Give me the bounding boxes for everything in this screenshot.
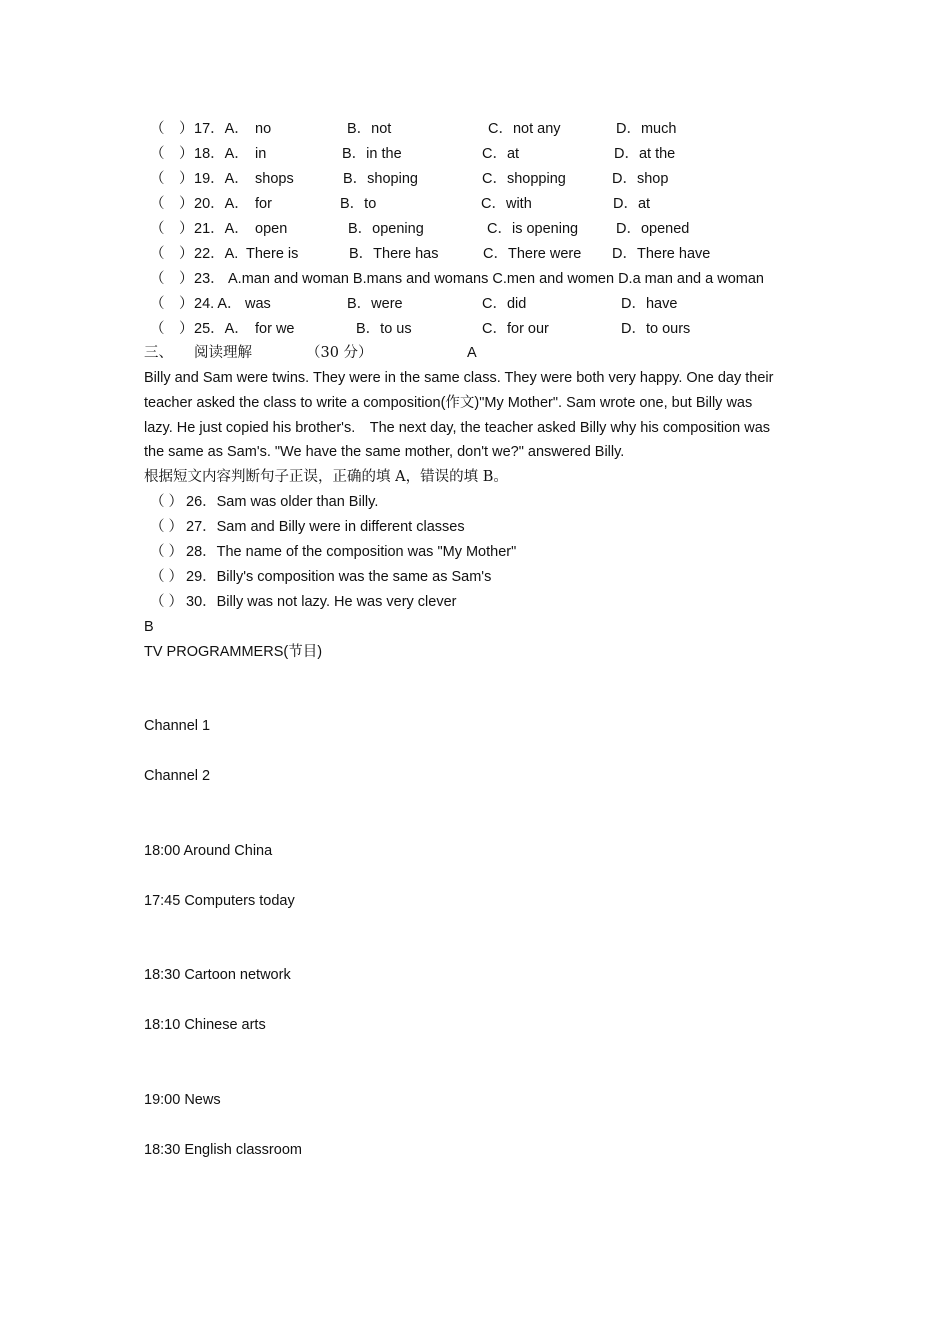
channel-2-label: Channel 2	[144, 768, 211, 784]
passage-line: Billy and Sam were twins. They were in the same class. They were both very happy. One day their	[144, 370, 774, 386]
question-number: 22．A.	[194, 246, 239, 262]
schedule-item: 18:30 Cartoon network	[144, 967, 291, 983]
option-b: B．shoping	[343, 171, 418, 187]
question-18	[144, 144, 824, 164]
question-number: 21．A．	[194, 221, 249, 237]
question-28	[144, 542, 824, 562]
question-17	[144, 119, 824, 139]
answer-blank[interactable]: （ ）	[150, 246, 194, 262]
option-c: C．for our	[482, 321, 549, 337]
question-number: 20．A．	[194, 196, 249, 212]
option-d: D．opened	[616, 221, 690, 237]
schedule-item: 18:10 Chinese arts	[144, 1017, 266, 1033]
schedule-item: 17:45 Computers today	[144, 893, 295, 909]
tv-programmers-title: TV PROGRAMMERS(节目)	[144, 644, 323, 660]
answer-blank[interactable]: （ ）	[150, 196, 194, 212]
option-d: D．much	[616, 121, 677, 137]
option-c: C．not any	[488, 121, 561, 137]
answer-blank[interactable]: （ ）	[150, 519, 184, 535]
question-19	[144, 169, 824, 189]
option-d: D．There have	[612, 246, 711, 262]
answer-blank[interactable]: （ ）	[150, 296, 194, 312]
question-24	[144, 294, 824, 314]
question-22	[144, 244, 824, 264]
option-b: B．to	[340, 196, 377, 212]
section-heading	[144, 343, 824, 363]
question-number: 25．A．	[194, 321, 249, 337]
answer-blank[interactable]: （ ）	[150, 171, 194, 187]
question-text: 27．Sam and Billy were in different classes	[186, 519, 465, 535]
schedule-item: 18:00 Around China	[144, 843, 273, 859]
answer-blank[interactable]: （ ）	[150, 544, 184, 560]
schedule-item: 19:00 News	[144, 1092, 221, 1108]
option-c: C．did	[482, 296, 527, 312]
section-number: 三、	[144, 345, 173, 361]
option-a: open	[255, 221, 288, 237]
option-d: D．shop	[612, 171, 669, 187]
option-b: B．to us	[356, 321, 412, 337]
option-a: for we	[255, 321, 295, 337]
part-label-a: A	[467, 345, 477, 361]
instruction-text: 根据短文内容判断句子正误，正确的填 A，错误的填 B。	[144, 469, 508, 485]
channel-1-label: Channel 1	[144, 718, 211, 734]
question-23	[144, 269, 824, 289]
option-a: for	[255, 196, 272, 212]
answer-blank[interactable]: （ ）	[150, 121, 194, 137]
answer-blank[interactable]: （ ）	[150, 494, 184, 510]
option-d: D．to ours	[621, 321, 691, 337]
question-number: 23．	[194, 271, 225, 287]
option-b: B．not	[347, 121, 392, 137]
schedule-item: 18:30 English classroom	[144, 1142, 302, 1158]
option-d: D．at the	[614, 146, 676, 162]
option-a: was	[245, 296, 271, 312]
question-20	[144, 194, 824, 214]
option-a: There is	[246, 246, 299, 262]
question-text: 29．Billy's composition was the same as Sam's	[186, 569, 492, 585]
option-c: C．with	[481, 196, 532, 212]
option-a: shops	[255, 171, 294, 187]
answer-blank[interactable]: （ ）	[150, 321, 194, 337]
answer-blank[interactable]: （ ）	[150, 569, 184, 585]
question-number: 18．A．	[194, 146, 249, 162]
option-c: C．is opening	[487, 221, 579, 237]
answer-blank[interactable]: （ ）	[150, 271, 194, 287]
question-29	[144, 567, 824, 587]
option-d: D．have	[621, 296, 678, 312]
question-21	[144, 219, 824, 239]
question-26	[144, 492, 824, 512]
passage-line: lazy. He just copied his brother's. The next day, the teacher asked Billy why his composition was	[144, 419, 771, 436]
option-c: C．at	[482, 146, 520, 162]
question-number: 17．A．	[194, 121, 249, 137]
question-25	[144, 319, 824, 339]
question-27	[144, 517, 824, 537]
answer-blank[interactable]: （ ）	[150, 594, 184, 610]
option-b: B．There has	[349, 246, 439, 262]
question-number: 19．A．	[194, 171, 249, 187]
options-all: A.man and woman B.mans and womans C.men and women D.a man and a woman	[228, 271, 764, 287]
question-text: 28．The name of the composition was "My Mother"	[186, 544, 517, 560]
option-c: C．shopping	[482, 171, 566, 187]
section-title: 阅读理解	[194, 345, 252, 361]
option-a: in	[255, 146, 267, 162]
question-text: 30．Billy was not lazy. He was very clever	[186, 594, 457, 610]
passage-a	[144, 366, 810, 465]
question-number: 24. A．	[194, 296, 242, 312]
option-d: D．at	[613, 196, 651, 212]
option-b: B．were	[347, 296, 403, 312]
question-30	[144, 592, 824, 612]
passage-line: the same as Sam's. "We have the same mother, don't we?" answered Billy.	[144, 444, 625, 461]
passage-line: teacher asked the class to write a composition(作文)"My Mother". Sam wrote one, but Billy was	[144, 394, 753, 411]
question-text: 26．Sam was older than Billy.	[186, 494, 379, 510]
part-label-b: B	[144, 619, 154, 635]
section-score: （30 分）	[306, 345, 373, 361]
option-b: B．opening	[348, 221, 424, 237]
answer-blank[interactable]: （ ）	[150, 221, 194, 237]
option-a: no	[255, 121, 272, 137]
option-b: B．in the	[342, 146, 402, 162]
answer-blank[interactable]: （ ）	[150, 146, 194, 162]
option-c: C．There were	[483, 246, 582, 262]
